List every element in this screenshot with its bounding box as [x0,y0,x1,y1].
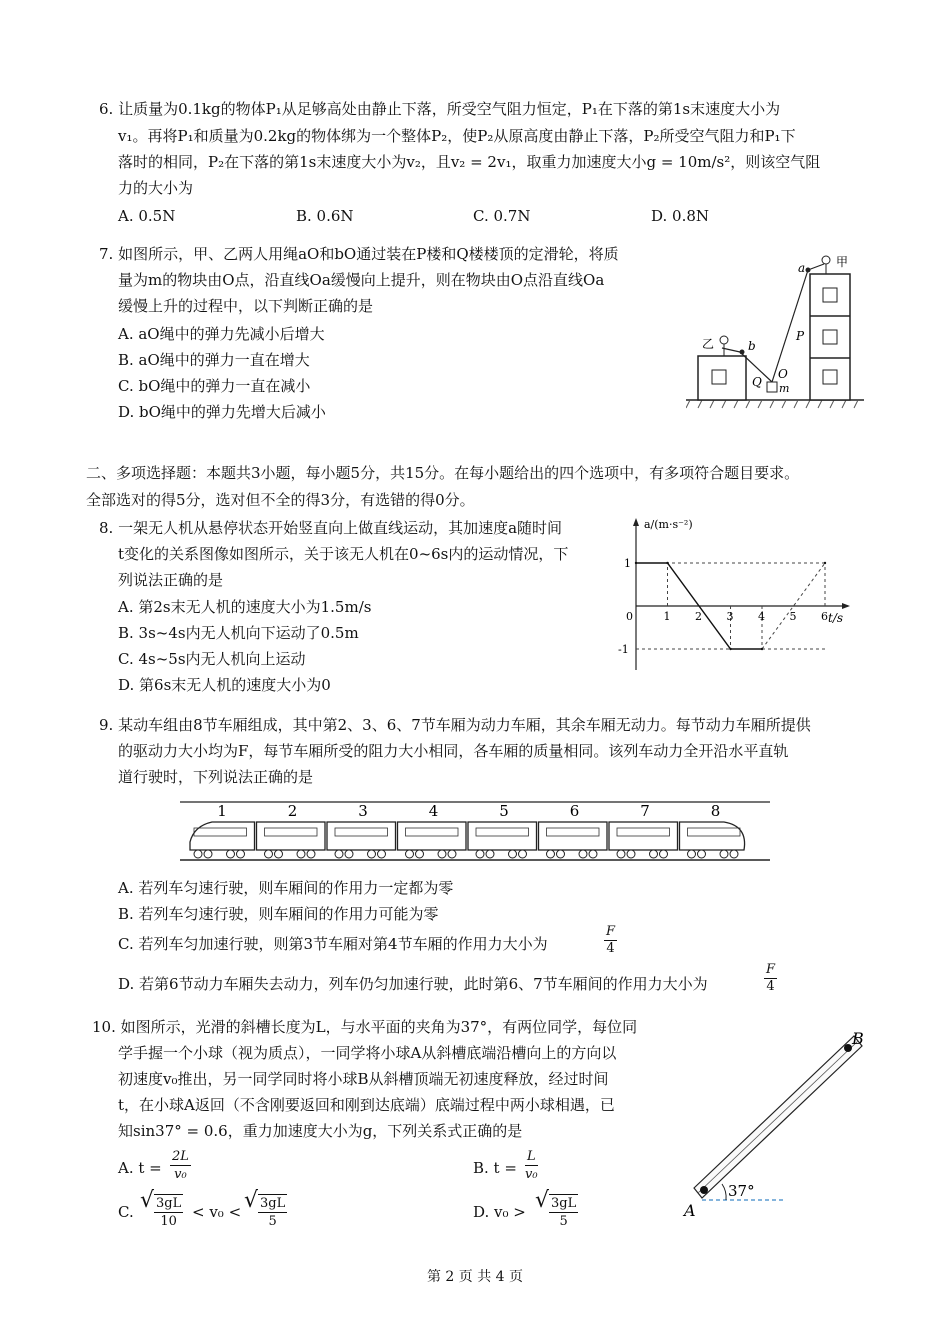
car-number-label: 5 [499,802,509,820]
label-b: B [852,1029,864,1048]
q10-option-a: A. t = [118,1159,162,1177]
fraction-numerator: 3gL [156,1196,182,1211]
fraction-denominator: 5 [268,1214,277,1229]
label-a: a [798,261,806,275]
q10-line-1: 10. 如图所示，光滑的斜槽长度为L，与水平面的夹角为37°，有两位同学，每位同 [92,1018,638,1036]
fraction-numerator: F [766,962,776,977]
q10-option-b: B. t = [473,1159,517,1177]
q9-option-c-fraction [604,924,617,957]
label-jia: 甲 [836,255,849,269]
y-tick-label: -1 [618,643,629,656]
x-tick-label: 1 [663,610,671,623]
q8-line-1: 8. 一架无人机从悬停状态开始竖直向上做直线运动，其加速度a随时间 [99,519,563,537]
fraction-denominator: 4 [606,941,615,956]
q9-option-c: C. 若列车匀加速行驶，则第3节车厢对第4节车厢的作用力大小为 [118,935,548,953]
q6-line-4: 力的大小为 [118,179,194,197]
car-number-label: 7 [640,802,650,820]
train-car-2 [257,802,326,858]
train-car-4 [398,802,467,858]
q9-option-a: A. 若列车匀速行驶，则车厢间的作用力一定都为零 [118,879,454,897]
fraction-numerator: 3gL [551,1196,577,1211]
label-m: m [779,382,790,395]
x-tick-label: 2 [695,610,702,623]
x-axis-label: t/s [828,611,844,625]
label-p: P [796,329,805,343]
person-jia-icon [822,256,830,264]
label-a: A [684,1201,696,1220]
block-m [767,382,777,392]
q10-option-c-sqrt-1: √ $\frac{3gL}{10}$ [140,1188,182,1229]
person-yi-icon [720,336,728,344]
fraction-denominator: 4 [766,979,775,994]
car-number-label: 4 [428,802,439,820]
q9-train-figure [180,796,774,866]
q9-option-d-fraction [764,962,777,995]
fraction-denominator: 10 [160,1214,177,1229]
pulley-b-icon [740,350,745,355]
q8-acceleration-chart [616,514,852,674]
q10-option-d-sqrt: √ $\frac{3gL}{5}$ [535,1188,577,1229]
car-number-label: 1 [217,802,227,820]
y-tick-label: 1 [624,557,631,570]
y-axis-label: a/(m·s⁻²) [644,518,693,531]
fraction-denominator: v₀ [525,1167,538,1182]
pulley-a-icon [806,268,811,273]
q6-option-c: C. 0.7N [473,207,531,225]
train-car-1 [190,802,255,858]
angle-arc [722,1184,726,1200]
q10-line-3: 初速度v₀推出，另一同学同时将小球B从斜槽顶端无初速度释放，经过时间 [118,1070,609,1088]
train-car-8 [680,802,745,858]
train-car-7 [609,802,678,858]
fraction-numerator: 2L [172,1149,189,1164]
q8-line-2: t变化的关系图像如图所示，关于该无人机在0~6s内的运动情况，下 [118,545,569,563]
fraction-numerator: 3gL [260,1196,286,1211]
label-q: Q [752,375,762,389]
q10-incline-figure [676,1024,876,1224]
section2-line-2: 全部选对的得5分，选对但不全的得3分，有选错的得0分。 [86,491,475,509]
q6-option-a: A. 0.5N [118,207,176,225]
data-point [824,562,826,564]
q6-line-3: 落时的相同，P₂在下落的第1s末速度大小为v₂，且v₂ = 2v₁，取重力加速度大小g = 10m/s²，则该空气阻 [118,153,821,171]
q7-line-1: 7. 如图所示，甲、乙两人用绳aO和bO通过装在P楼和Q楼楼顶的定滑轮，将质 [99,245,619,263]
q9-line-2: 的驱动力大小均为F，每节车厢所受的阻力大小相同，各车厢的质量相同。该列车动力全开沿水平直轨 [118,742,789,760]
data-point [635,562,637,564]
section2-line-1: 二、多项选择题：本题共3小题，每小题5分，共15分。在每小题给出的四个选项中，有多项符合题目要求。 [86,464,800,482]
q10-option-c: C. [118,1203,134,1221]
building-q [698,356,746,400]
car-number-label: 2 [287,802,298,820]
q10-option-d: D. v₀ > [473,1203,526,1221]
q9-option-d: D. 若第6节动力车厢失去动力，列车仍匀加速行驶，此时第6、7节车厢间的作用力大小为 [118,975,708,993]
q6-line-2: v₁。再将P₁和质量为0.2kg的物体绑为一个整体P₂，使P₂从原高度由静止下落，P₂所受空气阻力和P₁下 [118,127,796,145]
fraction-denominator: v₀ [174,1167,187,1182]
ball-a-icon [700,1186,708,1194]
x-tick-label: 0 [626,610,633,623]
fraction-denominator: 5 [559,1214,568,1229]
q10-option-a-fraction [170,1148,191,1183]
ball-b-icon [844,1044,852,1052]
q8-option-b: B. 3s~4s内无人机向下运动了0.5m [118,624,359,642]
q7-option-d: D. bO绳中的弹力先增大后减小 [118,403,326,421]
car-number-label: 6 [569,802,580,820]
q9-option-b: B. 若列车匀速行驶，则车厢间的作用力可能为零 [118,905,439,923]
car-number-label: 3 [358,802,368,820]
q7-figure [686,252,866,412]
q9-line-1: 9. 某动车组由8节车厢组成，其中第2、3、6、7节车厢为动力车厢，其余车厢无动力。每节动力车厢所提供 [99,716,811,734]
car-number-label: 8 [710,802,721,820]
x-tick-label: 6 [821,610,828,623]
q10-line-4: t，在小球A返回（不含刚要返回和刚到达底端）底端过程中两小球相遇，已 [118,1096,615,1114]
page-footer: 第 2 页 共 4 页 [426,1269,524,1285]
label-yi: 乙 [702,337,715,351]
q7-option-c: C. bO绳中的弹力一直在减小 [118,377,311,395]
q10-option-c-middle: < v₀ < [192,1203,242,1221]
label-o: O [778,367,788,381]
train-car-3 [327,802,396,858]
data-point [729,648,731,650]
building-p [810,274,850,400]
q9-line-3: 道行驶时，下列说法正确的是 [118,768,314,786]
q7-option-a: A. aO绳中的弹力先减小后增大 [118,325,325,343]
q8-option-d: D. 第6s末无人机的速度大小为0 [118,676,331,694]
q10-option-b-fraction [525,1148,538,1183]
q8-line-3: 列说法正确的是 [118,571,224,589]
rope-ao [772,270,808,382]
q10-option-c-sqrt-2: √ $\frac{3gL}{5}$ [244,1188,286,1229]
q6-line-1: 6. 让质量为0.1kg的物体P₁从足够高处由静止下落，所受空气阻力恒定，P₁在下落的第1s末速度大小为 [99,100,781,118]
x-tick-label: 4 [758,610,765,623]
q7-option-b: B. aO绳中的弹力一直在增大 [118,351,310,369]
data-point [761,648,763,650]
q7-line-3: 缓慢上升的过程中，以下判断正确的是 [118,297,374,315]
q10-line-5: 知sin37° = 0.6，重力加速度大小为g，下列关系式正确的是 [118,1122,523,1140]
fraction-numerator: L [527,1149,536,1164]
label-angle: 37° [728,1182,755,1200]
x-tick-label: 5 [789,610,797,623]
train-car-5 [468,802,537,858]
q6-option-b: B. 0.6N [296,207,354,225]
q7-line-2: 量为m的物块由O点，沿直线Oa缓慢向上提升，则在物块由O点沿直线Oa [118,271,605,289]
fraction-numerator: F [606,924,616,939]
data-point [666,562,668,564]
q10-line-2: 学手握一个小球（视为质点），一同学将小球A从斜槽底端沿槽向上的方向以 [118,1044,617,1062]
train-car-6 [539,802,608,858]
q8-option-a: A. 第2s末无人机的速度大小为1.5m/s [118,598,372,616]
label-b: b [748,339,756,353]
q6-option-d: D. 0.8N [651,207,710,225]
q8-option-c: C. 4s~5s内无人机向上运动 [118,650,306,668]
x-tick-label: 3 [726,610,734,623]
